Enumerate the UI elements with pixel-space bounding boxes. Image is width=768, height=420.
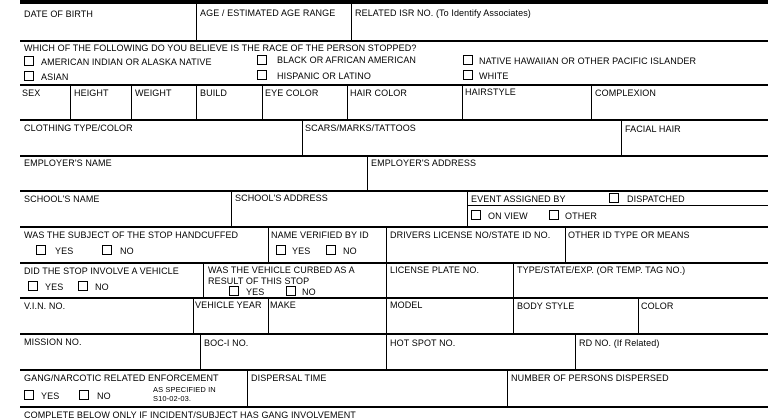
color-label: COLOR	[641, 301, 674, 311]
complexion-label: COMPLEXION	[595, 88, 657, 98]
school-name-label: SCHOOL'S NAME	[24, 194, 100, 204]
rule-3	[20, 119, 768, 121]
mission-label: MISSION NO.	[24, 337, 82, 347]
vrule-clothing	[302, 121, 303, 155]
build-label: BUILD	[200, 88, 228, 98]
event-divider	[467, 205, 768, 206]
vrule-dl	[565, 228, 566, 262]
handcuffed-no-checkbox[interactable]	[102, 245, 112, 255]
vrule-sex	[70, 86, 71, 119]
vrule-body	[638, 299, 639, 333]
hispanic-label: HISPANIC OR LATINO	[277, 71, 371, 81]
rule-8	[20, 297, 768, 299]
asian-checkbox[interactable]	[24, 71, 34, 81]
rule-4	[20, 155, 768, 157]
facial-hair-label: FACIAL HAIR	[625, 124, 681, 134]
vrule-boci	[386, 335, 387, 369]
other-event-checkbox[interactable]	[549, 210, 559, 220]
gang-yes-label: YES	[41, 391, 60, 401]
name-verified-no-label: NO	[343, 246, 357, 256]
event-assigned-label: EVENT ASSIGNED BY	[471, 194, 566, 204]
type-state-exp-label: TYPE/STATE/EXP. (OR TEMP. TAG NO.)	[517, 265, 686, 275]
vrule-height	[131, 86, 132, 119]
vrule-gang	[247, 371, 248, 406]
vrule-hotspot	[575, 335, 576, 369]
vrule-plate	[513, 264, 514, 297]
employer-address-label: EMPLOYER'S ADDRESS	[371, 158, 477, 168]
hairstyle-label: HAIRSTYLE	[465, 87, 516, 97]
black-label: BLACK OR AFRICAN AMERICAN	[277, 55, 417, 65]
vehicle-involved-no-label: NO	[95, 282, 109, 292]
native-hawaiian-checkbox[interactable]	[463, 55, 473, 65]
rule-top	[20, 0, 768, 4]
body-style-label: BODY STYLE	[517, 301, 575, 311]
black-checkbox[interactable]	[257, 55, 267, 65]
handcuffed-yes-label: YES	[55, 246, 74, 256]
name-verified-yes-checkbox[interactable]	[276, 245, 286, 255]
vrule-dob	[196, 4, 197, 40]
american-indian-label: AMERICAN INDIAN OR ALASKA NATIVE	[41, 57, 212, 67]
handcuffed-no-label: NO	[120, 246, 134, 256]
vrule-mission	[200, 335, 201, 369]
vrule-scars	[621, 121, 622, 155]
specified-in-line2: S10-02-03.	[153, 394, 192, 403]
vrule-hair	[462, 86, 463, 119]
rule-7	[20, 262, 768, 264]
license-plate-label: LICENSE PLATE NO.	[390, 265, 480, 275]
vrule-verified	[386, 228, 387, 262]
vrule-year	[268, 299, 269, 333]
white-label: WHITE	[479, 71, 509, 81]
drivers-license-label: DRIVERS LICENSE NO/STATE ID NO.	[390, 230, 551, 240]
vrule-vin	[193, 299, 194, 333]
vrule-model	[513, 299, 514, 333]
name-verified-label: NAME VERIFIED BY ID	[271, 230, 369, 240]
rd-number-label: RD NO. (If Related)	[579, 338, 660, 348]
native-hawaiian-label: NATIVE HAWAIIAN OR OTHER PACIFIC ISLANDER	[479, 56, 697, 66]
clothing-label: CLOTHING TYPE/COLOR	[24, 123, 133, 133]
vrule-build	[262, 86, 263, 119]
rule-9	[20, 333, 768, 335]
school-address-label: SCHOOL'S ADDRESS	[235, 193, 328, 203]
handcuffed-yes-checkbox[interactable]	[36, 245, 46, 255]
race-question: WHICH OF THE FOLLOWING DO YOU BELIEVE IS THE RACE OF THE PERSON STOPPED?	[24, 43, 417, 53]
height-label: HEIGHT	[74, 88, 109, 98]
vin-label: V.I.N. NO.	[24, 301, 66, 311]
on-view-checkbox[interactable]	[471, 210, 481, 220]
employer-name-label: EMPLOYER'S NAME	[24, 158, 112, 168]
age-label: AGE / ESTIMATED AGE RANGE	[200, 8, 336, 18]
gang-narcotic-label: GANG/NARCOTIC RELATED ENFORCEMENT	[24, 373, 219, 383]
vrule-school-address	[467, 192, 468, 226]
hispanic-checkbox[interactable]	[257, 70, 267, 80]
vehicle-involved-question: DID THE STOP INVOLVE A VEHICLE	[24, 266, 179, 276]
name-verified-yes-label: YES	[292, 246, 311, 256]
dob-label: DATE OF BIRTH	[24, 9, 93, 19]
gang-no-checkbox[interactable]	[79, 390, 89, 400]
vrule-curbed	[386, 264, 387, 297]
scars-label: SCARS/MARKS/TATTOOS	[305, 123, 416, 133]
vrule-school	[231, 192, 232, 226]
vehicle-curbed-no-label: NO	[302, 287, 316, 297]
vrule-dispersal	[507, 371, 508, 406]
gang-no-label: NO	[97, 391, 111, 401]
vehicle-curbed-question-line1: WAS THE VEHICLE CURBED AS A	[208, 265, 355, 275]
vrule-eye	[347, 86, 348, 119]
vehicle-year-label: VEHICLE YEAR	[195, 300, 262, 310]
sex-label: SEX	[22, 88, 41, 98]
vrule-involve	[203, 264, 204, 297]
vehicle-curbed-yes-checkbox[interactable]	[229, 286, 239, 296]
rule-2	[20, 84, 768, 86]
vehicle-curbed-no-checkbox[interactable]	[286, 286, 296, 296]
rule-5	[20, 190, 768, 192]
dispatched-label: DISPATCHED	[627, 194, 685, 204]
american-indian-checkbox[interactable]	[24, 56, 34, 66]
related-isr-label: RELATED ISR NO. (To Identify Associates)	[355, 8, 531, 18]
vrule-hairstyle	[591, 86, 592, 119]
other-id-label: OTHER ID TYPE OR MEANS	[568, 230, 690, 240]
vehicle-curbed-question-line2: RESULT OF THIS STOP	[208, 276, 310, 286]
dispersal-time-label: DISPERSAL TIME	[251, 373, 327, 383]
eye-color-label: EYE COLOR	[265, 88, 319, 98]
handcuffed-question: WAS THE SUBJECT OF THE STOP HANDCUFFED	[24, 230, 239, 240]
dispatched-checkbox[interactable]	[609, 193, 619, 203]
make-label: MAKE	[270, 300, 296, 310]
asian-label: ASIAN	[41, 72, 69, 82]
specified-in-line1: AS SPECIFIED IN	[153, 385, 216, 394]
persons-dispersed-label: NUMBER OF PERSONS DISPERSED	[511, 373, 669, 383]
rule-6	[20, 226, 768, 228]
gang-involvement-instruction: COMPLETE BELOW ONLY IF INCIDENT/SUBJECT HAS GANG INVOLVEMENT	[24, 410, 356, 420]
vrule-top-1	[392, 0, 393, 4]
on-view-label: ON VIEW	[488, 211, 528, 221]
hair-color-label: HAIR COLOR	[350, 88, 408, 98]
gang-yes-checkbox[interactable]	[24, 390, 34, 400]
vrule-handcuff	[268, 228, 269, 262]
vrule-make	[386, 299, 387, 333]
name-verified-no-checkbox[interactable]	[326, 245, 336, 255]
vehicle-curbed-yes-label: YES	[246, 287, 265, 297]
rule-11	[20, 406, 768, 408]
vrule-top-2	[616, 0, 617, 4]
rule-1	[20, 40, 768, 42]
rule-10	[20, 369, 768, 371]
vrule-employer	[367, 157, 368, 190]
model-label: MODEL	[390, 300, 423, 310]
vrule-weight	[196, 86, 197, 119]
white-checkbox[interactable]	[463, 70, 473, 80]
hot-spot-label: HOT SPOT NO.	[390, 338, 456, 348]
weight-label: WEIGHT	[135, 88, 172, 98]
other-event-label: OTHER	[565, 211, 597, 221]
vrule-age	[351, 4, 352, 40]
vehicle-involved-yes-checkbox[interactable]	[28, 281, 38, 291]
vehicle-involved-no-checkbox[interactable]	[78, 281, 88, 291]
vehicle-involved-yes-label: YES	[45, 282, 64, 292]
boci-label: BOC-I NO.	[204, 338, 249, 348]
